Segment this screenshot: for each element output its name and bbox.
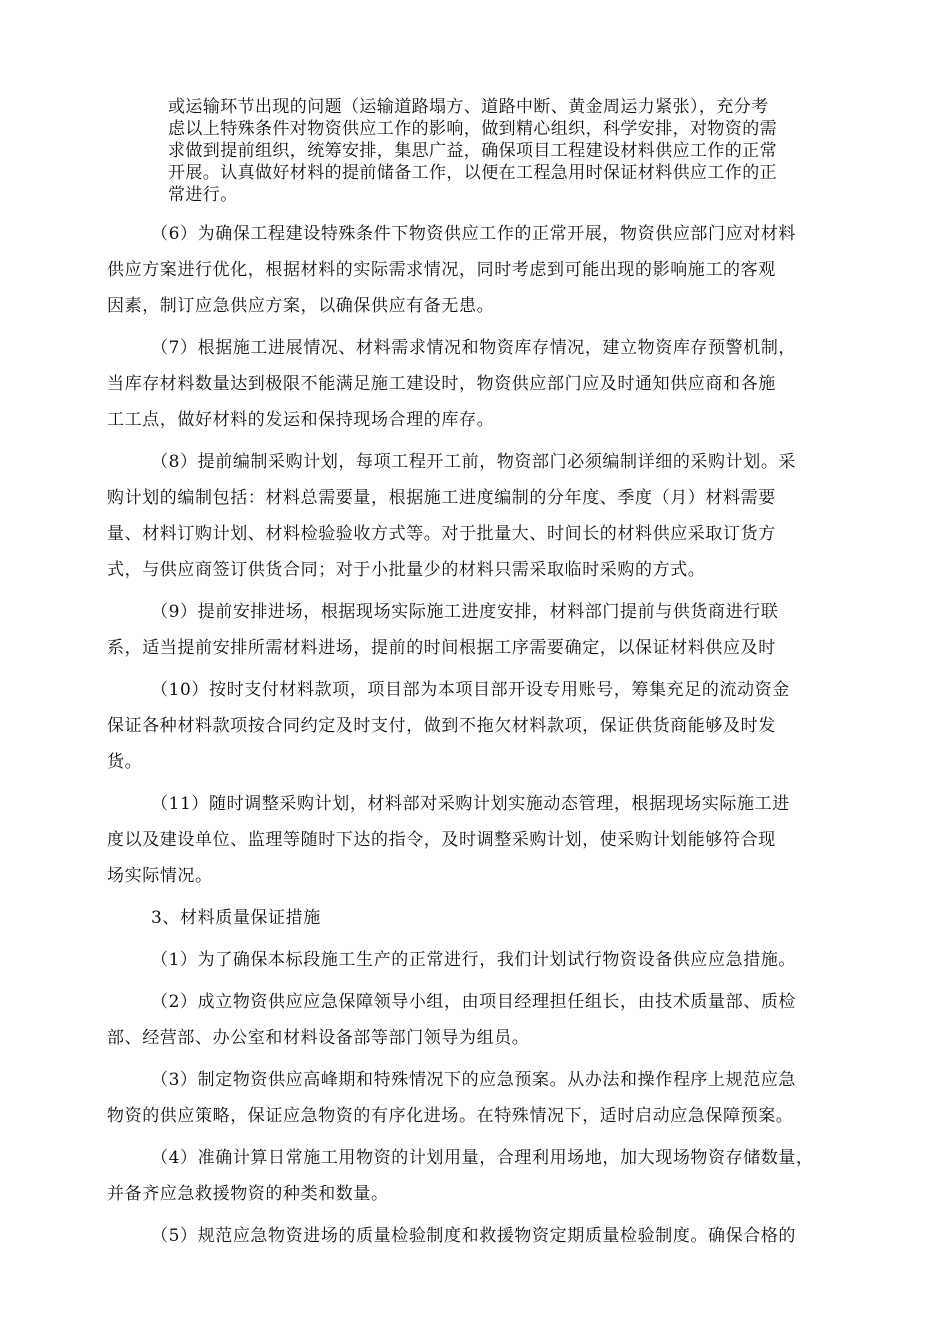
text-line: 部、经营部、办公室和材料设备部等部门领导为组员。 [107, 1028, 530, 1048]
continued-list-item-text [168, 96, 844, 206]
paragraph-item-1 [107, 942, 849, 978]
text-line: 因素，制订应急供应方案，以确保供应有备无患。 [107, 296, 495, 316]
paragraph-item-10 [107, 672, 849, 780]
paragraph-item-7 [107, 330, 849, 438]
text-line: 量、材料订购计划、材料检验验收方式等。对于批量大、时间长的材料供应采取订货方 [107, 524, 776, 544]
text-line: 货。 [107, 752, 143, 772]
body-text [107, 216, 849, 1254]
paragraph-item-4 [107, 1140, 849, 1212]
text-line: （10）按时支付材料款项，项目部为本项目部开设专用账号，筹集充足的流动资金 [151, 680, 790, 700]
paragraph-item-11 [107, 786, 849, 894]
text-line: （9）提前安排进场，根据现场实际施工进度安排，材料部门提前与供货商进行联 [151, 602, 779, 622]
text-line: （4）准确计算日常施工用物资的计划用量，合理利用场地，加大现场物资存储数量， [151, 1148, 814, 1168]
text-line: 或运输环节出现的问题（运输道路塌方、道路中断、黄金周运力紧张），充分考 [168, 97, 769, 117]
text-line: 虑以上特殊条件对物资供应工作的影响，做到精心组织，科学安排，对物资的需 [168, 119, 777, 139]
text-line: 购计划的编制包括：材料总需要量，根据施工进度编制的分年度、季度（月）材料需要 [107, 488, 776, 508]
paragraph-item-3 [107, 1062, 849, 1134]
text-line: 度以及建设单位、监理等随时下达的指令，及时调整采购计划，使采购计划能够符合现 [107, 830, 776, 850]
text-line: 物资的供应策略，保证应急物资的有序化进场。在特殊情况下，适时启动应急保障预案。 [107, 1106, 794, 1126]
heading-text: 3、材料质量保证措施 [151, 908, 321, 928]
text-line: （8）提前编制采购计划，每项工程开工前，物资部门必须编制详细的采购计划。采 [151, 452, 797, 472]
paragraph-item-8 [107, 444, 849, 588]
paragraph-item-5 [107, 1218, 849, 1254]
text-line: 常进行。 [168, 185, 238, 205]
text-line: 供应方案进行优化，根据材料的实际需求情况，同时考虑到可能出现的影响施工的客观 [107, 260, 776, 280]
text-line: 工工点，做好材料的发运和保持现场合理的库存。 [107, 410, 495, 430]
paragraph-item-9 [107, 594, 849, 666]
text-line: 当库存材料数量达到极限不能满足施工建设时，物资供应部门应及时通知供应商和各施 [107, 374, 776, 394]
text-line: 保证各种材料款项按合同约定及时支付，做到不拖欠材料款项，保证供货商能够及时发 [107, 716, 776, 736]
text-line: 开展。认真做好材料的提前储备工作，以便在工程急用时保证材料供应工作的正 [168, 163, 777, 183]
text-line: （2）成立物资供应应急保障领导小组，由项目经理担任组长，由技术质量部、质检 [151, 992, 797, 1012]
text-line: 并备齐应急救援物资的种类和数量。 [107, 1184, 389, 1204]
paragraph-item-6 [107, 216, 849, 324]
text-line: （3）制定物资供应高峰期和特殊情况下的应急预案。从办法和操作程序上规范应急 [151, 1070, 797, 1090]
paragraph-item-2 [107, 984, 849, 1056]
text-line: 场实际情况。 [107, 866, 213, 886]
text-line: 式，与供应商签订供货合同；对于小批量少的材料只需采取临时采购的方式。 [107, 560, 706, 580]
text-line: （7）根据施工进展情况、材料需求情况和物资库存情况，建立物资库存预警机制， [151, 338, 797, 358]
text-line: 系，适当提前安排所需材料进场，提前的时间根据工序需要确定，以保证材料供应及时 [107, 638, 776, 658]
text-line: （1）为了确保本标段施工生产的正常进行，我们计划试行物资设备供应应急措施。 [151, 950, 797, 970]
section-heading [107, 900, 849, 936]
text-line: 求做到提前组织，统筹安排，集思广益，确保项目工程建设材料供应工作的正常 [168, 141, 777, 161]
text-line: （6）为确保工程建设特殊条件下物资供应工作的正常开展，物资供应部门应对材料 [151, 224, 797, 244]
text-line: （11）随时调整采购计划，材料部对采购计划实施动态管理，根据现场实际施工进 [151, 794, 790, 814]
text-line: （5）规范应急物资进场的质量检验制度和救援物资定期质量检验制度。确保合格的 [151, 1226, 797, 1246]
